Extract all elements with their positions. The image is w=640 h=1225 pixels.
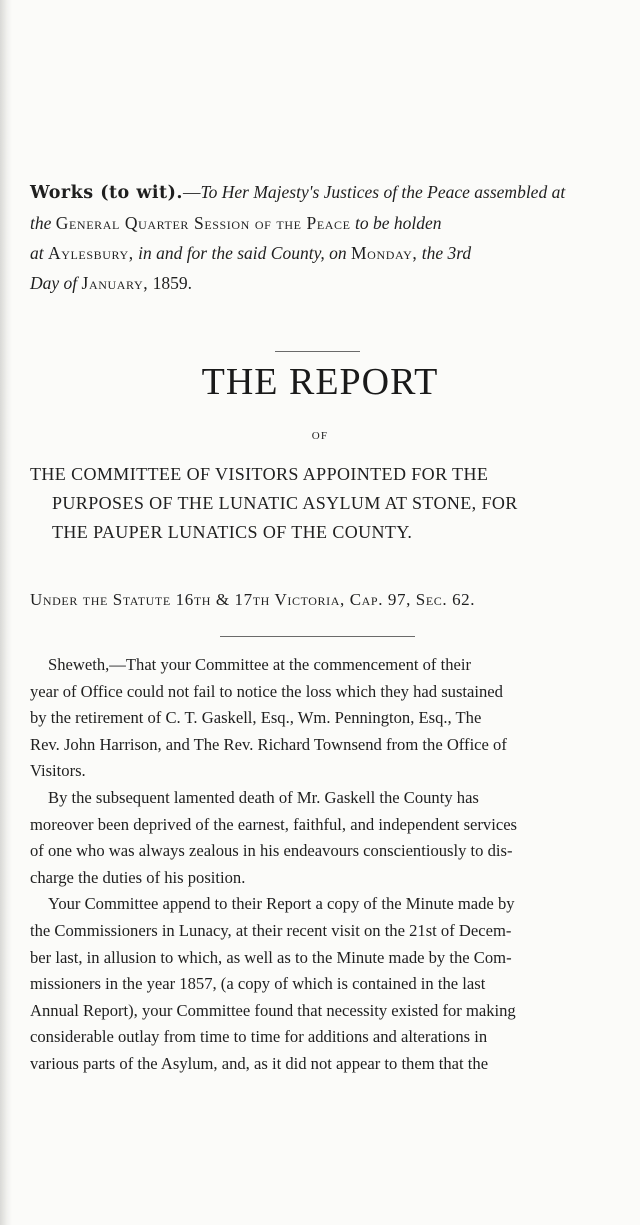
committee-line: PURPOSES OF THE LUNATIC ASYLUM AT STONE, FOR <box>52 493 518 513</box>
report-body <box>30 652 622 1078</box>
body-line: Annual Report), your Committee found that necessity existed for making <box>30 1000 516 1020</box>
body-line: of one who was always zealous in his endeavours conscientiously to dis- <box>30 841 513 861</box>
divider-rule <box>220 636 415 637</box>
body-line: by the retirement of C. T. Gaskell, Esq., Wm. Pennington, Esq., The <box>30 708 482 728</box>
statute-reference: Under the Statute 16th & 17th Victoria, Cap. 97, Sec. 62. <box>30 590 476 609</box>
heading-text: in and for the said County, <box>138 243 325 263</box>
body-line: various parts of the Asylum, and, as it did not appear to them that the <box>30 1053 489 1073</box>
body-line: Sheweth,—That your Committee at the commencement of their <box>48 655 472 674</box>
body-line: Rev. John Harrison, and The Rev. Richard Townsend from the Office of <box>30 734 507 754</box>
month: January, <box>81 273 149 293</box>
page-title: THE REPORT <box>201 361 439 403</box>
body-line: year of Office could not fail to notice the loss which they had sustained <box>30 681 503 701</box>
body-line: ber last, in allusion to which, as well as to the Minute made by the Com- <box>30 947 512 967</box>
heading-line-2 <box>30 208 620 238</box>
body-line: missioners in the year 1857, (a copy of which is contained in the last <box>30 974 486 994</box>
session-name: General Quarter Session of the Peace <box>55 213 351 233</box>
county-blackletter: Works (to wit). <box>30 183 183 203</box>
year: 1859. <box>152 273 192 293</box>
body-line: Your Committee append to their Report a copy of the Minute made by <box>48 894 515 914</box>
weekday: Monday, <box>351 243 418 263</box>
place-name: Aylesbury, <box>48 243 134 263</box>
heading-line-3 <box>30 238 620 268</box>
page-spine-shadow <box>0 0 12 1225</box>
committee-heading <box>30 460 620 547</box>
heading-text: the <box>30 213 52 233</box>
venue-heading <box>30 177 620 298</box>
heading-text: to be holden <box>354 213 442 233</box>
body-line: Visitors. <box>30 761 86 781</box>
heading-text: the 3rd <box>421 243 472 263</box>
divider-rule <box>275 351 360 352</box>
heading-line-1 <box>30 177 620 208</box>
body-line: considerable outlay from time to time for additions and alterations in <box>30 1027 488 1047</box>
body-line: charge the duties of his position. <box>30 867 246 887</box>
committee-line: THE COMMITTEE OF VISITORS APPOINTED FOR THE <box>30 464 489 484</box>
heading-line-4 <box>30 268 620 298</box>
heading-dash: — <box>183 182 201 202</box>
heading-text: at <box>30 243 44 263</box>
heading-address: To Her Majesty's Justices of the Peace assembled at <box>200 182 566 202</box>
title-connector: OF <box>311 430 329 442</box>
body-line: the Commissioners in Lunacy, at their recent visit on the 21st of Decem- <box>30 920 512 940</box>
heading-text: Day of <box>30 273 78 293</box>
body-line: moreover been deprived of the earnest, faithful, and independent services <box>30 814 518 834</box>
heading-text: on <box>329 243 347 263</box>
body-line: By the subsequent lamented death of Mr. Gaskell the County has <box>48 787 479 807</box>
committee-line: THE PAUPER LUNATICS OF THE COUNTY. <box>52 522 413 542</box>
